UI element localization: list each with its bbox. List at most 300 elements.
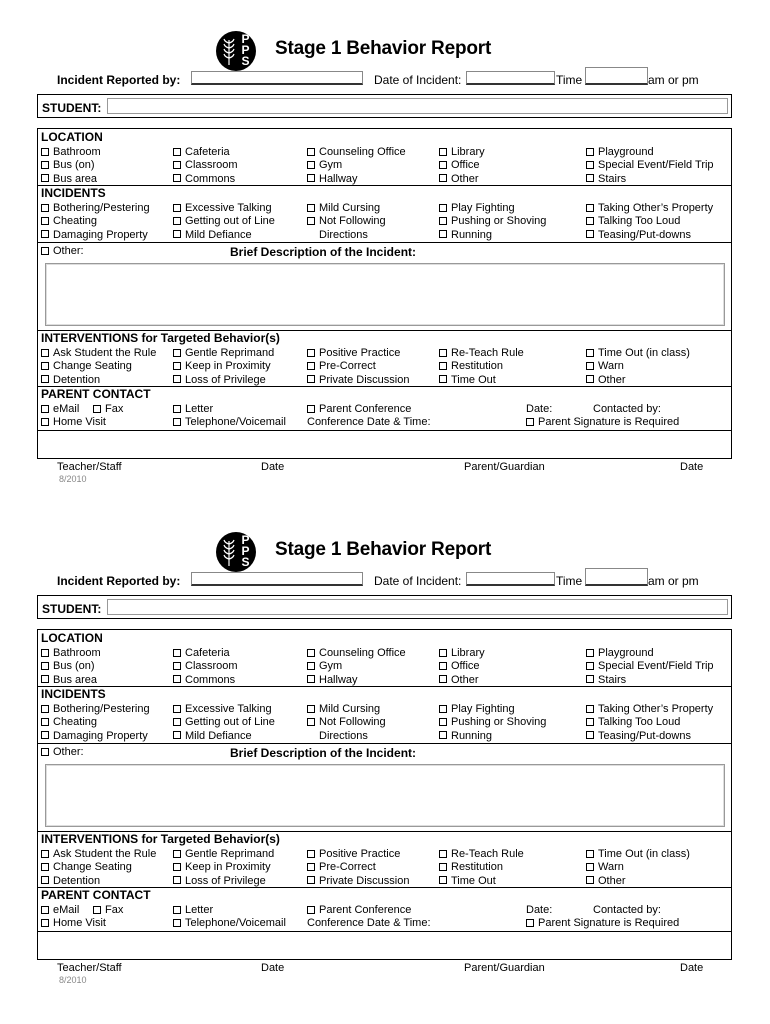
checkbox-excessive-talking[interactable] <box>173 703 272 716</box>
checkbox-icon[interactable] <box>307 649 315 657</box>
checkbox-icon[interactable] <box>307 705 315 713</box>
checkbox-excessive-talking[interactable] <box>173 202 272 215</box>
checkbox-other[interactable] <box>439 173 479 186</box>
checkbox-icon[interactable] <box>173 405 181 413</box>
report-body <box>37 629 732 960</box>
divider <box>38 430 731 431</box>
checkbox-time-out[interactable] <box>439 875 496 888</box>
checkbox-telephone[interactable] <box>173 917 286 930</box>
checkbox-icon[interactable] <box>586 649 594 657</box>
checkbox-pushing-or-shoving[interactable] <box>439 716 546 729</box>
checkbox-icon[interactable] <box>173 649 181 657</box>
checkbox-icon[interactable] <box>586 375 594 383</box>
checkbox-pushing-or-shoving[interactable] <box>439 215 546 228</box>
checkbox-icon[interactable] <box>41 161 49 169</box>
checkbox-home-visit[interactable] <box>41 416 106 429</box>
checkbox-icon[interactable] <box>439 850 447 858</box>
checkbox-hallway[interactable] <box>307 674 358 687</box>
option-label: Mild Cursing <box>319 703 381 715</box>
checkbox-icon[interactable] <box>173 876 181 884</box>
checkbox-time-out[interactable] <box>439 374 496 387</box>
checkbox-icon[interactable] <box>173 919 181 927</box>
option-label: Pushing or Shoving <box>451 215 547 228</box>
checkbox-icon[interactable] <box>439 662 447 670</box>
email-label: eMail <box>53 904 80 916</box>
checkbox-letter[interactable] <box>173 403 213 416</box>
checkbox-icon[interactable] <box>439 204 447 212</box>
option-label: Talking Too Loud <box>598 215 681 228</box>
option-label: Restitution <box>451 360 503 373</box>
option-label: Time Out <box>451 373 496 386</box>
checkbox-icon[interactable] <box>93 405 101 413</box>
checkbox-icon[interactable] <box>173 906 181 914</box>
checkbox-icon[interactable] <box>586 863 594 871</box>
checkbox-icon[interactable] <box>307 375 315 383</box>
checkbox-icon[interactable] <box>439 217 447 225</box>
checkbox-parent-conference[interactable] <box>307 904 411 917</box>
letter-label: Letter <box>185 904 214 916</box>
option-label: Excessive Talking <box>185 202 272 214</box>
checkbox-icon[interactable] <box>41 247 49 255</box>
checkbox-playground[interactable] <box>586 146 654 159</box>
student-name-field[interactable] <box>107 599 728 615</box>
checkbox-icon[interactable] <box>586 217 594 225</box>
option-label: Taking Other’s Property <box>598 703 714 715</box>
checkbox-icon[interactable] <box>173 230 181 238</box>
checkbox-commons[interactable] <box>173 173 235 186</box>
checkbox-icon[interactable] <box>586 705 594 713</box>
checkbox-change-seating[interactable] <box>41 861 132 874</box>
checkbox-icon[interactable] <box>586 204 594 212</box>
checkbox-icon[interactable] <box>586 362 594 370</box>
divider <box>38 931 731 932</box>
checkbox-playground[interactable] <box>586 647 654 660</box>
checkbox-fax[interactable] <box>93 904 123 917</box>
checkbox-loss-of-privilege[interactable] <box>173 875 266 888</box>
checkbox-icon[interactable] <box>586 876 594 884</box>
checkbox-icon[interactable] <box>173 718 181 726</box>
report-copy-1 <box>0 0 770 500</box>
checkbox-play-fighting[interactable] <box>439 703 515 716</box>
checkbox-not-following[interactable] <box>307 716 386 729</box>
checkbox-icon[interactable] <box>307 718 315 726</box>
checkbox-hallway[interactable] <box>307 173 358 186</box>
option-label: Hallway <box>319 172 358 185</box>
date-of-incident-label: Date of Incident: <box>374 574 462 588</box>
checkbox-icon[interactable] <box>41 405 49 413</box>
checkbox-icon[interactable] <box>41 718 49 726</box>
date-label: Date <box>261 962 285 974</box>
option-label: Cafeteria <box>185 146 230 158</box>
option-label: Hallway <box>319 673 358 686</box>
time-label: Time <box>556 574 583 588</box>
checkbox-change-seating[interactable] <box>41 360 132 373</box>
checkbox-running[interactable] <box>439 229 492 242</box>
option-label: Private Discussion <box>319 373 410 386</box>
checkbox-counseling-office[interactable] <box>307 647 406 660</box>
checkbox-talking-too-loud[interactable] <box>586 215 680 228</box>
option-label-continued: Directions <box>319 228 368 241</box>
checkbox-bus-area[interactable] <box>41 674 97 687</box>
reported-by-field[interactable] <box>191 71 363 85</box>
am-pm-label: am or pm <box>648 574 699 588</box>
checkbox-cafeteria[interactable] <box>173 146 230 159</box>
checkbox-icon[interactable] <box>41 362 49 370</box>
checkbox-icon[interactable] <box>307 349 315 357</box>
checkbox-loss-of-privilege[interactable] <box>173 374 266 387</box>
option-label: Play Fighting <box>451 703 515 715</box>
other-incident-label: Other: <box>53 245 84 257</box>
option-label: Bus (on) <box>53 159 95 172</box>
contact-date-label: Date: <box>526 403 553 415</box>
checkbox-icon[interactable] <box>173 362 181 370</box>
option-label: Positive Practice <box>319 347 401 359</box>
option-label: Special Event/Field Trip <box>598 159 714 172</box>
checkbox-private-discussion[interactable] <box>307 875 409 888</box>
checkbox-icon[interactable] <box>41 850 49 858</box>
checkbox-icon[interactable] <box>307 850 315 858</box>
checkbox-icon[interactable] <box>586 230 594 238</box>
date-label: Date <box>261 461 285 473</box>
checkbox-bathroom[interactable] <box>41 146 101 159</box>
option-label: Ask Student the Rule <box>53 347 157 359</box>
checkbox-icon[interactable] <box>173 148 181 156</box>
checkbox-not-following[interactable] <box>307 215 386 228</box>
home-visit-label: Home Visit <box>53 416 106 428</box>
form-version: 8/2010 <box>59 975 87 985</box>
checkbox-icon[interactable] <box>586 174 594 182</box>
checkbox-icon[interactable] <box>173 217 181 225</box>
checkbox-icon[interactable] <box>439 362 447 370</box>
option-label: Other <box>598 373 626 386</box>
checkbox-icon[interactable] <box>307 662 315 670</box>
divider <box>38 185 731 186</box>
checkbox-stairs[interactable] <box>586 173 626 186</box>
location-title: LOCATION <box>41 631 103 645</box>
student-section <box>37 94 732 118</box>
checkbox-other[interactable] <box>439 674 479 687</box>
checkbox-mild-cursing[interactable] <box>307 703 380 716</box>
checkbox-icon[interactable] <box>307 906 315 914</box>
checkbox-running[interactable] <box>439 730 492 743</box>
checkbox-taking-other-s-property[interactable] <box>586 202 713 215</box>
option-label: Playground <box>598 146 654 158</box>
checkbox-bus-on[interactable] <box>41 159 95 172</box>
checkbox-icon[interactable] <box>173 675 181 683</box>
checkbox-gym[interactable] <box>307 660 342 673</box>
checkbox-icon[interactable] <box>439 675 447 683</box>
checkbox-bothering-pestering[interactable] <box>41 202 150 215</box>
checkbox-icon[interactable] <box>173 863 181 871</box>
checkbox-other-incident[interactable] <box>41 746 84 759</box>
option-label: Detention <box>53 874 101 887</box>
checkbox-icon[interactable] <box>41 349 49 357</box>
checkbox-icon[interactable] <box>41 375 49 383</box>
checkbox-positive-practice[interactable] <box>307 848 400 861</box>
option-label: Counseling Office <box>319 647 406 659</box>
checkbox-icon[interactable] <box>41 705 49 713</box>
time-label: Time <box>556 73 583 87</box>
checkbox-email[interactable] <box>41 403 79 416</box>
option-label: Gym <box>319 159 343 172</box>
checkbox-cafeteria[interactable] <box>173 647 230 660</box>
option-label: Time Out <box>451 874 496 887</box>
checkbox-talking-too-loud[interactable] <box>586 716 680 729</box>
checkbox-icon[interactable] <box>586 675 594 683</box>
contacted-by-label: Contacted by: <box>593 904 661 916</box>
time-field[interactable] <box>585 568 648 586</box>
checkbox-restitution[interactable] <box>439 360 503 373</box>
checkbox-icon[interactable] <box>586 161 594 169</box>
am-pm-label: am or pm <box>648 73 699 87</box>
incident-description-field[interactable] <box>45 263 725 326</box>
checkbox-letter[interactable] <box>173 904 213 917</box>
checkbox-icon[interactable] <box>307 148 315 156</box>
home-visit-label: Home Visit <box>53 917 106 929</box>
checkbox-icon[interactable] <box>586 731 594 739</box>
checkbox-icon[interactable] <box>307 174 315 182</box>
option-label: Detention <box>53 373 101 386</box>
checkbox-other[interactable] <box>586 875 626 888</box>
checkbox-icon[interactable] <box>586 850 594 858</box>
checkbox-icon[interactable] <box>439 863 447 871</box>
checkbox-bathroom[interactable] <box>41 647 101 660</box>
checkbox-signature-required[interactable] <box>526 917 679 930</box>
checkbox-private-discussion[interactable] <box>307 374 409 387</box>
checkbox-icon[interactable] <box>307 161 315 169</box>
checkbox-icon[interactable] <box>586 148 594 156</box>
option-label: Mild Cursing <box>319 202 381 214</box>
checkbox-icon[interactable] <box>41 230 49 238</box>
checkbox-teasing-put-downs[interactable] <box>586 229 691 242</box>
checkbox-re-teach-rule[interactable] <box>439 848 524 861</box>
checkbox-other[interactable] <box>586 374 626 387</box>
checkbox-icon[interactable] <box>439 148 447 156</box>
checkbox-icon[interactable] <box>439 375 447 383</box>
checkbox-icon[interactable] <box>173 349 181 357</box>
option-label: Classroom <box>185 159 238 172</box>
interventions-title: INTERVENTIONS for Targeted Behavior(s) <box>41 331 280 345</box>
checkbox-icon[interactable] <box>439 174 447 182</box>
checkbox-positive-practice[interactable] <box>307 347 400 360</box>
checkbox-icon[interactable] <box>173 174 181 182</box>
checkbox-pre-correct[interactable] <box>307 360 376 373</box>
checkbox-library[interactable] <box>439 146 485 159</box>
option-label: Bathroom <box>53 146 101 158</box>
checkbox-mild-cursing[interactable] <box>307 202 380 215</box>
checkbox-home-visit[interactable] <box>41 917 106 930</box>
divider <box>38 242 731 243</box>
checkbox-icon[interactable] <box>41 204 49 212</box>
parent-guardian-label: Parent/Guardian <box>464 461 545 473</box>
date-of-incident-field[interactable] <box>466 572 555 586</box>
checkbox-cheating[interactable] <box>41 716 97 729</box>
option-label: Stairs <box>598 673 627 686</box>
checkbox-fax[interactable] <box>93 403 123 416</box>
interventions-title: INTERVENTIONS for Targeted Behavior(s) <box>41 832 280 846</box>
checkbox-bus-area[interactable] <box>41 173 97 186</box>
parent-guardian-label: Parent/Guardian <box>464 962 545 974</box>
checkbox-play-fighting[interactable] <box>439 202 515 215</box>
reported-by-label: Incident Reported by: <box>57 574 181 588</box>
checkbox-icon[interactable] <box>93 906 101 914</box>
checkbox-icon[interactable] <box>173 705 181 713</box>
checkbox-icon[interactable] <box>439 876 447 884</box>
checkbox-icon[interactable] <box>173 662 181 670</box>
checkbox-icon[interactable] <box>173 375 181 383</box>
option-label-continued: Directions <box>319 729 368 742</box>
logo-letters: P P S <box>241 533 250 569</box>
checkbox-bus-on[interactable] <box>41 660 95 673</box>
option-label: Cheating <box>53 215 98 228</box>
checkbox-detention[interactable] <box>41 875 100 888</box>
checkbox-icon[interactable] <box>41 418 49 426</box>
incident-description-field[interactable] <box>45 764 725 827</box>
checkbox-warn[interactable] <box>586 360 624 373</box>
checkbox-damaging-property[interactable] <box>41 730 148 743</box>
checkbox-time-out-in-class[interactable] <box>586 347 690 360</box>
checkbox-icon[interactable] <box>41 748 49 756</box>
checkbox-icon[interactable] <box>173 731 181 739</box>
checkbox-re-teach-rule[interactable] <box>439 347 524 360</box>
checkbox-icon[interactable] <box>41 906 49 914</box>
checkbox-library[interactable] <box>439 647 485 660</box>
checkbox-icon[interactable] <box>41 863 49 871</box>
checkbox-icon[interactable] <box>439 230 447 238</box>
checkbox-damaging-property[interactable] <box>41 229 148 242</box>
checkbox-icon[interactable] <box>173 850 181 858</box>
checkbox-icon[interactable] <box>41 148 49 156</box>
checkbox-icon[interactable] <box>586 662 594 670</box>
checkbox-icon[interactable] <box>41 731 49 739</box>
checkbox-icon[interactable] <box>439 349 447 357</box>
checkbox-icon[interactable] <box>307 863 315 871</box>
checkbox-warn[interactable] <box>586 861 624 874</box>
checkbox-mild-defiance[interactable] <box>173 730 252 743</box>
checkbox-commons[interactable] <box>173 674 235 687</box>
email-label: eMail <box>53 403 80 415</box>
checkbox-bothering-pestering[interactable] <box>41 703 150 716</box>
option-label: Getting out of Line <box>185 215 275 228</box>
checkbox-telephone[interactable] <box>173 416 286 429</box>
checkbox-gentle-reprimand[interactable] <box>173 848 274 861</box>
checkbox-icon[interactable] <box>439 161 447 169</box>
checkbox-icon[interactable] <box>41 649 49 657</box>
option-label: Time Out (in class) <box>598 848 690 860</box>
checkbox-getting-out-of-line[interactable] <box>173 215 275 228</box>
checkbox-parent-conference[interactable] <box>307 403 411 416</box>
checkbox-icon[interactable] <box>439 649 447 657</box>
option-label: Cheating <box>53 716 98 729</box>
checkbox-icon[interactable] <box>307 362 315 370</box>
checkbox-teasing-put-downs[interactable] <box>586 730 691 743</box>
checkbox-ask-student-the-rule[interactable] <box>41 848 156 861</box>
checkbox-icon[interactable] <box>439 718 447 726</box>
checkbox-icon[interactable] <box>173 204 181 212</box>
option-label: Gym <box>319 660 343 673</box>
checkbox-classroom[interactable] <box>173 159 238 172</box>
option-label: Positive Practice <box>319 848 401 860</box>
date-of-incident-field[interactable] <box>466 71 555 85</box>
checkbox-taking-other-s-property[interactable] <box>586 703 713 716</box>
time-field[interactable] <box>585 67 648 85</box>
checkbox-keep-in-proximity[interactable] <box>173 360 271 373</box>
checkbox-icon[interactable] <box>173 161 181 169</box>
checkbox-office[interactable] <box>439 660 480 673</box>
option-label: Pushing or Shoving <box>451 716 547 729</box>
checkbox-icon[interactable] <box>526 418 534 426</box>
checkbox-classroom[interactable] <box>173 660 238 673</box>
student-name-field[interactable] <box>107 98 728 114</box>
checkbox-detention[interactable] <box>41 374 100 387</box>
checkbox-icon[interactable] <box>307 876 315 884</box>
option-label: Bothering/Pestering <box>53 703 150 715</box>
checkbox-icon[interactable] <box>439 705 447 713</box>
checkbox-icon[interactable] <box>41 675 49 683</box>
checkbox-mild-defiance[interactable] <box>173 229 252 242</box>
checkbox-icon[interactable] <box>586 718 594 726</box>
checkbox-icon[interactable] <box>41 217 49 225</box>
checkbox-icon[interactable] <box>586 349 594 357</box>
checkbox-cheating[interactable] <box>41 215 97 228</box>
student-section <box>37 595 732 619</box>
other-incident-label: Other: <box>53 746 84 758</box>
option-label: Taking Other’s Property <box>598 202 714 214</box>
checkbox-icon[interactable] <box>526 919 534 927</box>
location-title: LOCATION <box>41 130 103 144</box>
checkbox-gym[interactable] <box>307 159 342 172</box>
checkbox-office[interactable] <box>439 159 480 172</box>
checkbox-email[interactable] <box>41 904 79 917</box>
checkbox-icon[interactable] <box>173 418 181 426</box>
option-label: Ask Student the Rule <box>53 848 157 860</box>
checkbox-time-out-in-class[interactable] <box>586 848 690 861</box>
parent-conference-label: Parent Conference <box>319 403 412 415</box>
checkbox-counseling-office[interactable] <box>307 146 406 159</box>
checkbox-icon[interactable] <box>41 876 49 884</box>
reported-by-field[interactable] <box>191 572 363 586</box>
checkbox-icon[interactable] <box>41 919 49 927</box>
checkbox-special-event-field-trip[interactable] <box>586 660 714 673</box>
checkbox-getting-out-of-line[interactable] <box>173 716 275 729</box>
letter-label: Letter <box>185 403 214 415</box>
option-label: Teasing/Put-downs <box>598 729 691 742</box>
checkbox-icon[interactable] <box>307 204 315 212</box>
option-label: Not Following <box>319 716 386 729</box>
checkbox-restitution[interactable] <box>439 861 503 874</box>
checkbox-special-event-field-trip[interactable] <box>586 159 714 172</box>
option-label: Office <box>451 159 480 172</box>
checkbox-icon[interactable] <box>41 174 49 182</box>
signature-required-label: Parent Signature is Required <box>538 416 680 428</box>
option-label: Special Event/Field Trip <box>598 660 714 673</box>
option-label: Classroom <box>185 660 238 673</box>
option-label: Restitution <box>451 861 503 874</box>
checkbox-keep-in-proximity[interactable] <box>173 861 271 874</box>
checkbox-pre-correct[interactable] <box>307 861 376 874</box>
checkbox-icon[interactable] <box>41 662 49 670</box>
checkbox-signature-required[interactable] <box>526 416 679 429</box>
checkbox-icon[interactable] <box>439 731 447 739</box>
checkbox-ask-student-the-rule[interactable] <box>41 347 156 360</box>
checkbox-other-incident[interactable] <box>41 245 84 258</box>
option-label: Private Discussion <box>319 874 410 887</box>
checkbox-gentle-reprimand[interactable] <box>173 347 274 360</box>
checkbox-icon[interactable] <box>307 405 315 413</box>
checkbox-icon[interactable] <box>307 217 315 225</box>
checkbox-stairs[interactable] <box>586 674 626 687</box>
checkbox-icon[interactable] <box>307 675 315 683</box>
